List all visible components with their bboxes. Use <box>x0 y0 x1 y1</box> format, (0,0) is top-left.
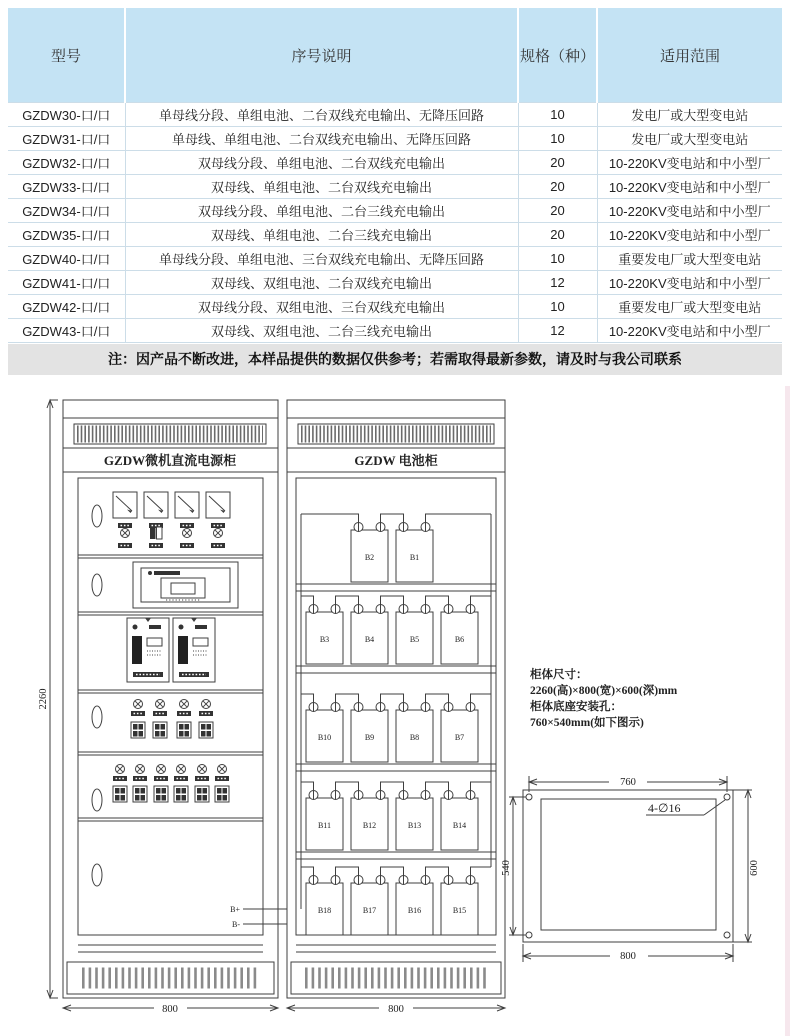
scope-cell: 重要发电厂或大型变电站 <box>597 247 782 271</box>
door-handle <box>92 706 102 728</box>
battery-label: B12 <box>362 821 377 830</box>
battery-label: B16 <box>407 906 422 915</box>
table-row <box>8 271 782 295</box>
battery-label: B10 <box>317 733 332 742</box>
cabinet-size-heading: 柜体尺寸： <box>530 669 588 681</box>
battery-label: B15 <box>452 906 467 915</box>
battery-label: B5 <box>409 635 420 644</box>
spec-cell: 10 <box>518 295 597 319</box>
battery-label: B4 <box>364 635 375 644</box>
technical-drawing <box>0 386 790 1036</box>
table-row <box>8 175 782 199</box>
header-description: 序号说明 <box>125 8 518 103</box>
plate-bottom-dim: 800 <box>620 951 636 962</box>
door-handle <box>92 574 102 596</box>
desc-cell: 双母线、单组电池、二台三线充电输出 <box>125 223 518 247</box>
scope-cell: 10-220KV变电站和中小型厂 <box>597 319 782 343</box>
model-cell: GZDW34-口/口 <box>8 199 125 223</box>
scope-cell: 10-220KV变电站和中小型厂 <box>597 151 782 175</box>
table-row <box>8 199 782 223</box>
desc-cell: 单母线分段、单组电池、三台双线充电输出、无降压回路 <box>125 247 518 271</box>
mounting-hole-heading: 柜体底座安装孔： <box>530 701 622 713</box>
desc-cell: 单母线分段、单组电池、二台双线充电输出、无降压回路 <box>125 103 518 127</box>
battery-label: B1 <box>409 553 420 562</box>
battery-label: B3 <box>319 635 330 644</box>
table-row <box>8 103 782 127</box>
model-cell: GZDW42-口/口 <box>8 295 125 319</box>
spec-cell: 12 <box>518 319 597 343</box>
header-model: 型号 <box>8 8 125 103</box>
battery-label: B17 <box>362 906 377 915</box>
height-dim-label: 2260 <box>38 688 49 710</box>
door-handle <box>92 505 102 527</box>
battery-label: B11 <box>317 821 332 830</box>
table-row <box>8 151 782 175</box>
table-row <box>8 223 782 247</box>
desc-cell: 双母线分段、双组电池、三台双线充电输出 <box>125 295 518 319</box>
header-spec: 规格（种） <box>518 8 597 103</box>
power-cabinet-title: GZDW微机直流电源柜 <box>103 453 237 468</box>
left-width-dim-label: 800 <box>162 1004 178 1015</box>
table-row <box>8 295 782 319</box>
wire-negative-label: B- <box>232 920 240 929</box>
table-row <box>8 247 782 271</box>
desc-cell: 双母线、单组电池、二台双线充电输出 <box>125 175 518 199</box>
model-cell: GZDW43-口/口 <box>8 319 125 343</box>
spec-cell: 10 <box>518 127 597 151</box>
plate-left-dim: 540 <box>501 860 512 876</box>
spec-cell: 20 <box>518 175 597 199</box>
scope-cell: 10-220KV变电站和中小型厂 <box>597 223 782 247</box>
battery-label: B6 <box>454 635 465 644</box>
plate-right-dim: 600 <box>749 860 760 876</box>
spec-cell: 20 <box>518 199 597 223</box>
model-cell: GZDW40-口/口 <box>8 247 125 271</box>
desc-cell: 双母线分段、单组电池、二台双线充电输出 <box>125 151 518 175</box>
battery-label: B14 <box>452 821 467 830</box>
scope-cell: 10-220KV变电站和中小型厂 <box>597 271 782 295</box>
battery-label: B13 <box>407 821 422 830</box>
page-edge-strip <box>785 386 790 1036</box>
base-plate-diagram <box>509 774 752 962</box>
right-width-dim-label: 800 <box>388 1004 404 1015</box>
spec-cell: 20 <box>518 223 597 247</box>
battery-label: B2 <box>364 553 375 562</box>
battery-label: B7 <box>454 733 465 742</box>
door-handle <box>92 864 102 886</box>
battery-label: B9 <box>364 733 375 742</box>
battery-label: B18 <box>317 906 332 915</box>
scope-cell: 10-220KV变电站和中小型厂 <box>597 199 782 223</box>
desc-cell: 双母线、双组电池、二台双线充电输出 <box>125 271 518 295</box>
desc-cell: 双母线分段、单组电池、二台三线充电输出 <box>125 199 518 223</box>
scope-cell: 发电厂或大型变电站 <box>597 103 782 127</box>
battery-cabinet-drawing <box>287 400 505 1014</box>
header-scope: 适用范围 <box>597 8 782 103</box>
cabinet-size-value: 2260(高)×800(宽)×600(深)mm <box>530 685 678 697</box>
battery-label: B8 <box>409 733 420 742</box>
plate-top-dim: 760 <box>620 777 636 788</box>
model-spec-table <box>8 8 782 343</box>
disclaimer-note: 注：因产品不断改进，本样品提供的数据仅供参考；若需取得最新参数，请及时与我公司联系 <box>8 344 782 375</box>
door-handle <box>92 789 102 811</box>
scope-cell: 发电厂或大型变电站 <box>597 127 782 151</box>
model-cell: GZDW31-口/口 <box>8 127 125 151</box>
wire-positive-label: B+ <box>230 905 240 914</box>
table-row <box>8 319 782 343</box>
spec-cell: 12 <box>518 271 597 295</box>
spec-cell: 20 <box>518 151 597 175</box>
scope-cell: 重要发电厂或大型变电站 <box>597 295 782 319</box>
model-cell: GZDW30-口/口 <box>8 103 125 127</box>
model-cell: GZDW35-口/口 <box>8 223 125 247</box>
table-header-row <box>8 8 782 103</box>
desc-cell: 双母线、双组电池、二台三线充电输出 <box>125 319 518 343</box>
spec-cell: 10 <box>518 247 597 271</box>
model-cell: GZDW41-口/口 <box>8 271 125 295</box>
model-cell: GZDW33-口/口 <box>8 175 125 199</box>
mounting-hole-value: 760×540mm(如下图示) <box>530 717 644 729</box>
scope-cell: 10-220KV变电站和中小型厂 <box>597 175 782 199</box>
table-row <box>8 127 782 151</box>
model-cell: GZDW32-口/口 <box>8 151 125 175</box>
desc-cell: 单母线、单组电池、二台双线充电输出、无降压回路 <box>125 127 518 151</box>
power-cabinet-drawing <box>47 400 306 1014</box>
spec-cell: 10 <box>518 103 597 127</box>
hole-callout-label: 4-∅16 <box>648 801 681 815</box>
battery-cabinet-title: GZDW 电池柜 <box>354 453 438 468</box>
